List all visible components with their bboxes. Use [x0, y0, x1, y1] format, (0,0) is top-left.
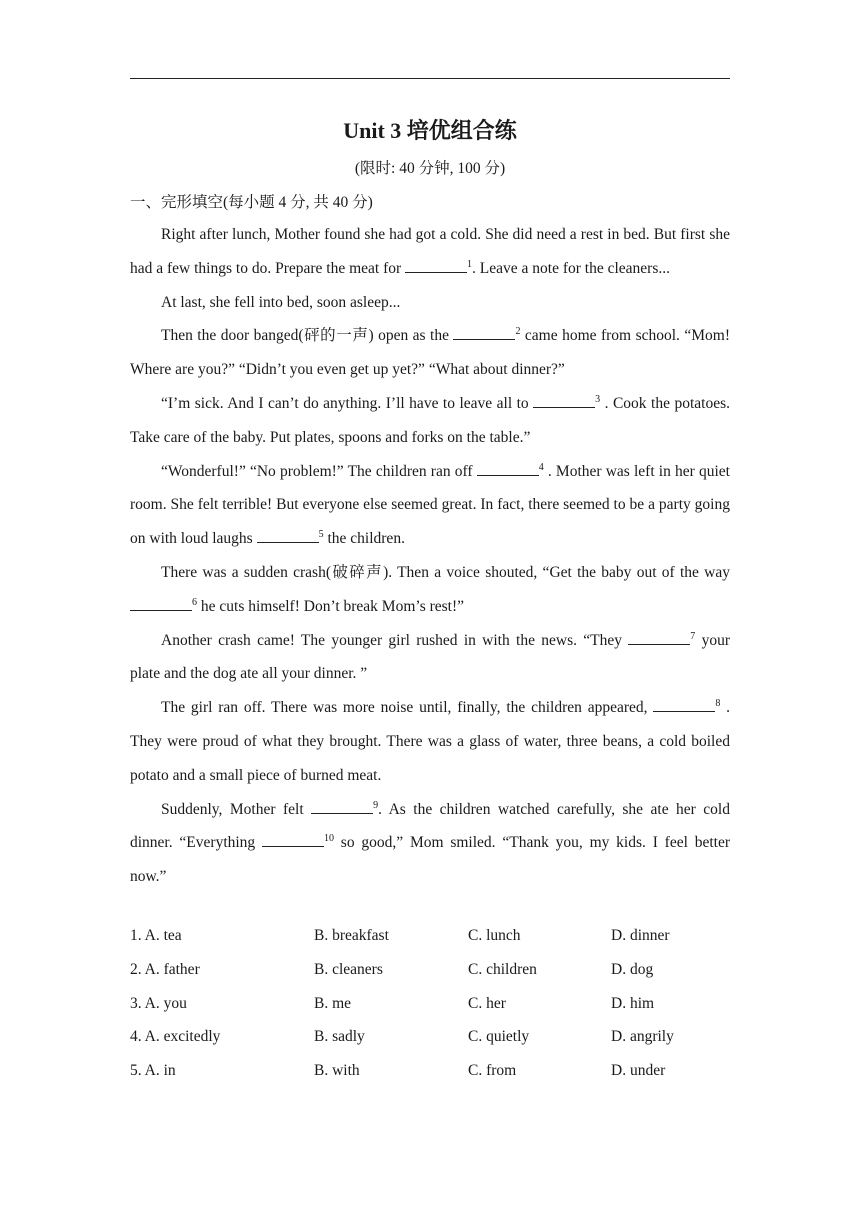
blank-9: [311, 799, 373, 814]
blank-6: [130, 596, 192, 611]
option-a: 3. A. you: [130, 994, 187, 1012]
option-row-4: [130, 1028, 730, 1062]
option-row-2: [130, 961, 730, 995]
blank-4: [477, 461, 539, 476]
blank-number: 4: [538, 461, 544, 473]
option-row-5: [130, 1062, 730, 1096]
option-c: C. children: [468, 960, 537, 978]
blank-number: 6: [192, 596, 197, 608]
answer-options: [130, 927, 730, 1096]
option-b: B. cleaners: [314, 960, 383, 978]
blank-number: 8: [715, 698, 721, 710]
blank-10: [262, 832, 324, 847]
option-b: B. breakfast: [314, 927, 389, 944]
option-c: C. quietly: [468, 1028, 530, 1046]
blank-3: [533, 393, 595, 408]
option-a: 1. A. tea: [130, 927, 182, 944]
option-d: D. dog: [611, 960, 654, 978]
paragraph-2: At last, she fell into bed, soon asleep...: [161, 293, 401, 311]
option-a: 2. A. father: [130, 960, 200, 978]
option-b: B. me: [314, 994, 352, 1012]
paragraph-3: Then the door banged(砰的一声) open as the $^2$ came home from school. “Mom! Where are you?” “Didn’t you even get up yet?” “What about dinner?”: [130, 326, 731, 379]
blank-2: [453, 325, 515, 340]
blank-number: 3: [595, 393, 601, 405]
paragraph-7: Another crash came! The younger girl rushed in with the news. “They $^7$ your plate and the dog ate all your dinner. ”: [130, 630, 730, 683]
option-b: B. with: [314, 1062, 360, 1080]
blank-number: 9: [373, 799, 379, 811]
option-c: C. her: [468, 994, 506, 1012]
blank-5: [257, 528, 319, 543]
option-c: C. lunch: [468, 927, 521, 944]
option-row-3: [130, 995, 730, 1029]
blank-number: 7: [690, 630, 696, 642]
option-d: D. under: [611, 1062, 666, 1080]
option-c: C. from: [468, 1062, 517, 1080]
blank-7: [628, 630, 690, 645]
section-heading: 一、完形填空(每小题 4 分, 共 40 分): [130, 194, 373, 211]
option-a: 4. A. excitedly: [130, 1028, 221, 1046]
paragraph-5: “Wonderful!” “No problem!” The children ran off $^4$ . Mother was left in her quiet room. She felt terrible! But everyone else seemed great. In fact, there seemed to be a party going on with loud laughs $^5$ the children.: [130, 461, 730, 548]
cloze-passage: [130, 218, 730, 894]
blank-1: [405, 258, 467, 273]
blank-number: 5: [318, 529, 324, 541]
paragraph-4: “I’m sick. And I can’t do anything. I’ll have to leave all to $^3$ . Cook the potatoes. Take care of the baby. Put plates, spoons and forks on the table.”: [130, 393, 730, 446]
header-rule: [130, 78, 730, 79]
paragraph-1: Right after lunch, Mother found she had got a cold. She did need a rest in bed. But first she had a few things to do. Prepare the meat for $^1$. Leave a note for the cleaners...: [130, 226, 730, 277]
blank-number: 2: [515, 326, 521, 338]
option-d: D. angrily: [611, 1028, 674, 1046]
option-row-1: [130, 927, 730, 961]
option-a: 5. A. in: [130, 1062, 176, 1080]
blank-number: 10: [323, 833, 334, 845]
blank-number: 1: [467, 258, 473, 270]
option-b: B. sadly: [314, 1028, 365, 1046]
paragraph-9: Suddenly, Mother felt $^9$. As the children watched carefully, she ate her cold dinner. “Everything $^{10}$ so good,” Mom smiled. “Thank you, my kids. I feel better now.”: [130, 799, 730, 886]
paragraph-6: There was a sudden crash(破碎声). Then a voice shouted, “Get the baby out of the way $^6$ he cuts himself! Don’t break Mom’s rest!”: [130, 556, 730, 624]
option-d: D. dinner: [611, 927, 670, 944]
page-title: Unit 3 培优组合练: [343, 118, 517, 143]
paragraph-8: The girl ran off. There was more noise until, finally, the children appeared, $^8$ . They were proud of what they brought. There was a glass of water, three beans, a cold boiled potato and a small piece of burned meat.: [130, 698, 730, 784]
option-d: D. him: [611, 994, 655, 1012]
blank-8: [653, 697, 715, 712]
time-limit: (限时: 40 分钟, 100 分): [354, 160, 506, 177]
